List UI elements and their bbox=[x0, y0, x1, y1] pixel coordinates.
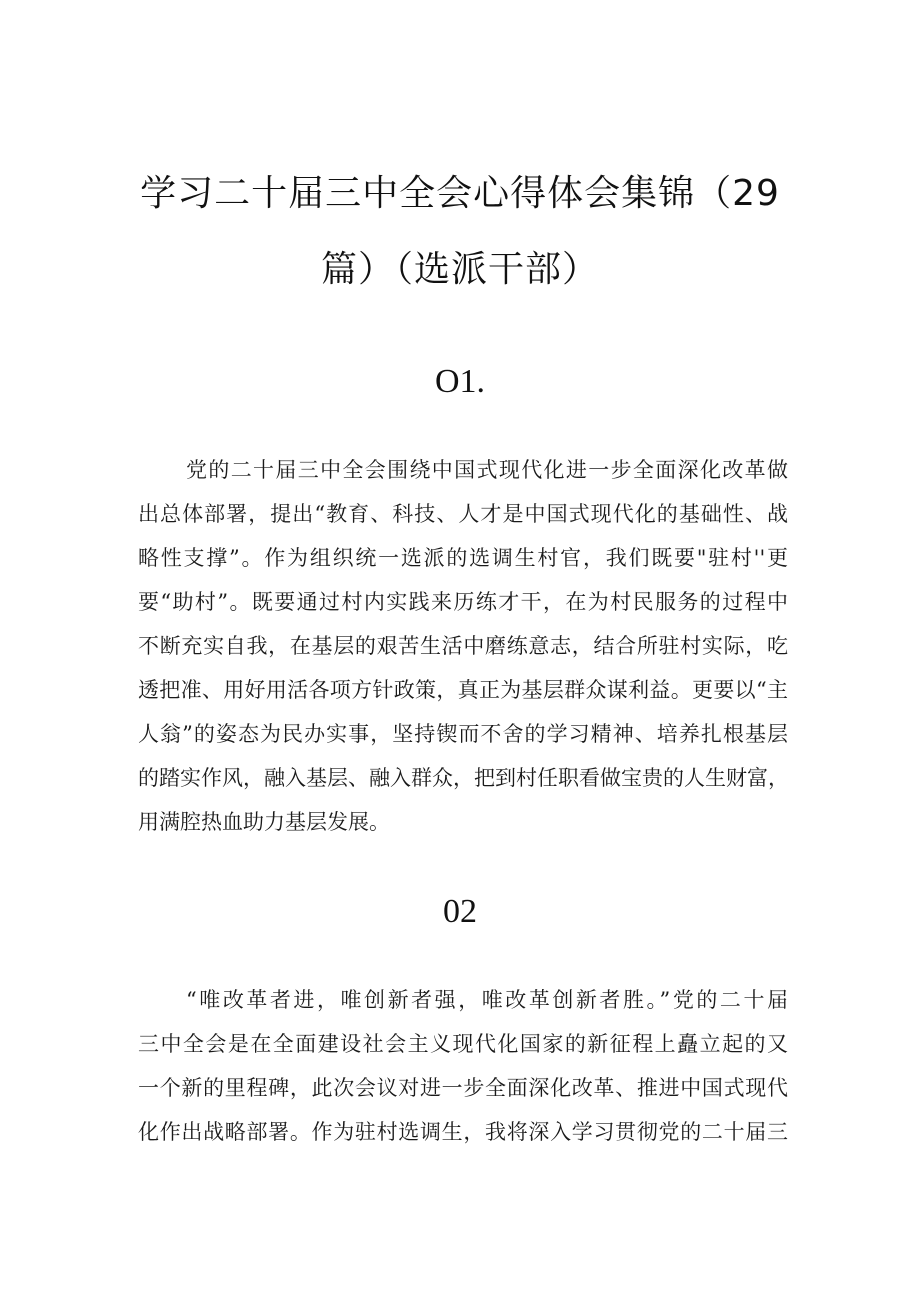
section-number-2: 02 bbox=[443, 893, 477, 930]
paragraph-line: 用满腔热血助力基层发展。 bbox=[138, 810, 390, 834]
document-title-line-2: 篇）（选派干部） bbox=[320, 249, 599, 290]
paragraph-line: “唯改革者进，唯创新者强，唯改革创新者胜。”党的二十届 bbox=[186, 988, 788, 1012]
paragraph-line: 人翁”的姿态为民办实事，坚持锲而不舍的学习精神、培养扎根基层 bbox=[138, 722, 788, 746]
paragraph-line: 一个新的里程碑，此次会议对进一步全面深化改革、推进中国式现代 bbox=[138, 1076, 788, 1100]
paragraph-line: 要“助村”。既要通过村内实践来历练才干，在为村民服务的过程中 bbox=[138, 590, 788, 614]
section-number-1: O1. bbox=[434, 363, 486, 400]
paragraph-line: 的踏实作风，融入基层、融入群众，把到村任职看做宝贵的人生财富， bbox=[138, 766, 789, 790]
paragraph-line: 出总体部署，提出“教育、科技、人才是中国式现代化的基础性、战 bbox=[138, 502, 788, 526]
section-2-paragraph bbox=[138, 978, 788, 1154]
section-1-paragraph bbox=[138, 448, 788, 844]
paragraph-line: 不断充实自我，在基层的艰苦生活中磨练意志，结合所驻村实际，吃 bbox=[138, 634, 788, 658]
paragraph-line: 透把准、用好用活各项方针政策，真正为基层群众谋利益。更要以“主 bbox=[138, 678, 788, 702]
paragraph-line: 化作出战略部署。作为驻村选调生，我将深入学习贯彻党的二十届三 bbox=[138, 1120, 788, 1144]
paragraph-line: 略性支撑”。作为组织统一选派的选调生村官，我们既要"驻村''更 bbox=[138, 546, 788, 570]
paragraph-line: 党的二十届三中全会围绕中国式现代化进一步全面深化改革做 bbox=[186, 458, 788, 482]
paragraph-line: 三中全会是在全面建设社会主义现代化国家的新征程上矗立起的又 bbox=[138, 1032, 788, 1056]
document-title-line-1: 学习二十届三中全会心得体会集锦（29 bbox=[140, 173, 780, 214]
